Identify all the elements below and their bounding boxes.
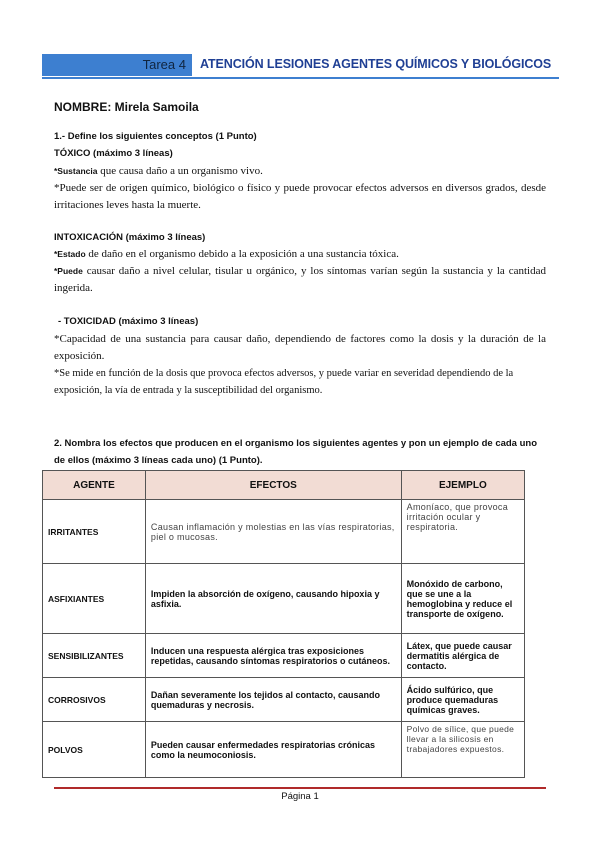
- toxicidad-line-1: *Capacidad de una sustancia para causar daño, dependiendo de factores como la dosis y la duración de la exposición.: [54, 333, 546, 362]
- page-number: Página 1: [281, 791, 319, 802]
- row-agent: POLVOS: [43, 722, 146, 778]
- header-efectos: EFECTOS: [145, 471, 401, 500]
- intoxicacion-line-1-label: *Estado: [54, 249, 86, 259]
- toxico-line-1-text: que causa daño a un organismo vivo.: [97, 165, 263, 177]
- row-effect: Inducen una respuesta alérgica tras exposiciones repetidas, causando síntomas respiratorios o cutáneos.: [145, 634, 401, 678]
- footer-divider: [54, 787, 546, 789]
- intoxicacion-line-2: [54, 263, 546, 297]
- document-title: ATENCIÓN LESIONES AGENTES QUÍMICOS Y BIOLÓGICOS: [200, 57, 552, 71]
- toxicidad-line-2: *Se mide en función de la dosis que provoca efectos adversos, y puede variar en severidad dependiendo de la exposición, la vía de entrada y la susceptibilidad del organismo.: [54, 368, 514, 396]
- table-row: [43, 634, 525, 678]
- question-2-title: 2. Nombra los efectos que producen en el organismo los siguientes agentes y pon un ejemplo de cada uno de ellos (máximo 3 líneas cada uno) (1 Punto).: [54, 438, 538, 466]
- student-name: NOMBRE: Mirela Samoila: [54, 100, 199, 114]
- toxico-heading: TÓXICO (máximo 3 líneas): [54, 148, 173, 159]
- table-row: [43, 564, 525, 634]
- row-example: Látex, que puede causar dermatitis alérgica de contacto.: [401, 634, 524, 678]
- agents-table: [42, 470, 525, 778]
- row-agent: IRRITANTES: [43, 500, 146, 564]
- row-example: Ácido sulfúrico, que produce quemaduras químicas graves.: [401, 678, 524, 722]
- row-effect: Pueden causar enfermedades respiratorias crónicas como la neumoconiosis.: [145, 722, 401, 778]
- table-row: [43, 722, 525, 778]
- intoxicacion-line-1: [54, 246, 546, 263]
- table-header-row: [43, 471, 525, 500]
- row-agent: CORROSIVOS: [43, 678, 146, 722]
- intoxicacion-line-1-text: de daño en el organismo debido a la exposición a una sustancia tóxica.: [85, 248, 399, 260]
- toxico-line-1: [54, 163, 546, 180]
- table-row: [43, 500, 525, 564]
- intoxicacion-line-2-text: causar daño a nivel celular, tisular u orgánico, y los síntomas varían según la sustancia y la cantidad ingerida.: [54, 265, 546, 294]
- header-agente: AGENTE: [43, 471, 146, 500]
- table-row: [43, 678, 525, 722]
- question-1-title: 1.- Define los siguientes conceptos (1 Punto): [54, 131, 257, 142]
- row-agent: SENSIBILIZANTES: [43, 634, 146, 678]
- toxico-line-2: *Puede ser de origen químico, biológico o físico y puede provocar efectos adversos en diversos grados, desde irritaciones leves hasta la muerte.: [54, 182, 546, 211]
- row-effect: Dañan severamente los tejidos al contacto, causando quemaduras y necrosis.: [145, 678, 401, 722]
- row-agent: ASFIXIANTES: [43, 564, 146, 634]
- toxico-line-1-label: *Sustancia: [54, 166, 98, 176]
- intoxicacion-heading: INTOXICACIÓN (máximo 3 líneas): [54, 232, 206, 243]
- row-example: Monóxido de carbono, que se une a la hemoglobina y reduce el transporte de oxígeno.: [401, 564, 524, 634]
- row-effect: Causan inflamación y molestias en las vías respiratorias, piel o mucosas.: [145, 500, 401, 564]
- row-example: Polvo de sílice, que puede llevar a la silicosis en trabajadores expuestos.: [401, 722, 524, 778]
- row-effect: Impiden la absorción de oxígeno, causando hipoxia y asfixia.: [145, 564, 401, 634]
- header-divider: [42, 77, 559, 79]
- task-label: Tarea 4: [142, 57, 186, 72]
- toxicidad-heading: - TOXICIDAD (máximo 3 líneas): [58, 316, 199, 327]
- intoxicacion-line-2-label: *Puede: [54, 266, 83, 276]
- header-ejemplo: EJEMPLO: [401, 471, 524, 500]
- row-example: Amoníaco, que provoca irritación ocular y respiratoria.: [401, 500, 524, 564]
